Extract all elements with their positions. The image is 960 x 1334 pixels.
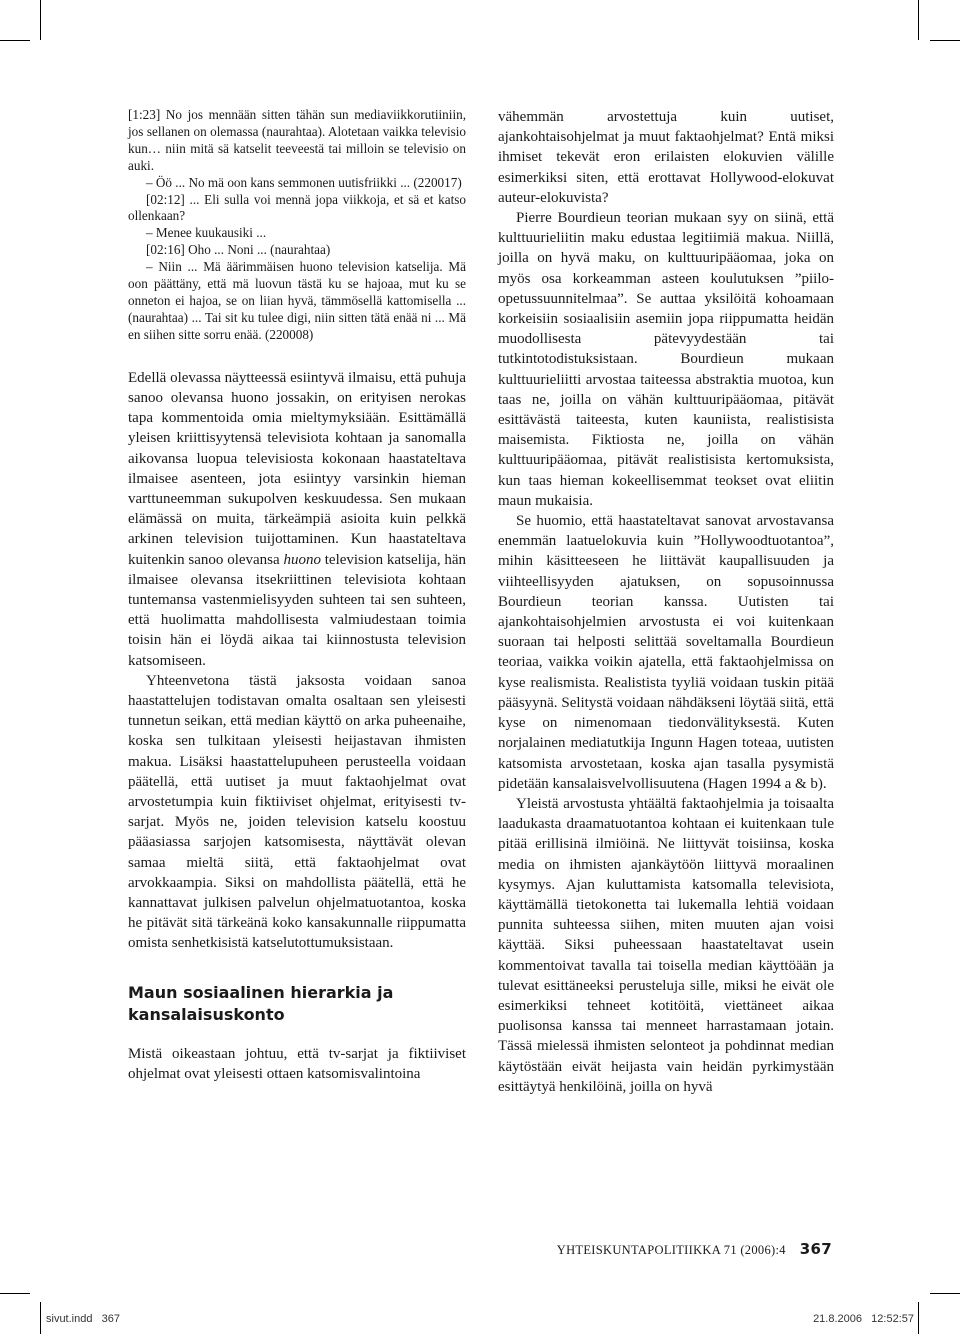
page-number: 367 <box>799 1240 832 1258</box>
running-footer <box>557 1240 832 1258</box>
section-heading: Maun sosiaalinen hierarkia ja kansalaisuskonto <box>128 982 394 1024</box>
quote-line: – Niin ... Mä äärimmäisen huono television katselija. Mä oon päättäny, että mä luovun tästä ku se hajoaa, mut ku se onneton ei hajoa, se on liian hyvä, tämmösellä kattomisella ... (naurahtaa) ... Tai sit ku tulee digi, niin sitten tätä enää ni ... Mä en siihen sitte sorru enää. (220008) <box>128 259 466 342</box>
quote-line: [02:16] Oho ... Noni ... (naurahtaa) <box>146 242 331 258</box>
body-text: television katselija, hän ilmaisee olevansa itsekriittinen televisiota kohtaan tuntemansa vastenmielisyyden suhteen tai sen suhteen, että huolimatta mahdollisesta valmiudestaan toimia toisin hän ei löydä aikaa tai kiinnostusta television katsomiseen. <box>128 551 466 669</box>
emphasis-text: huono <box>283 551 321 568</box>
body-paragraph: Se huomio, että haastateltavat sanovat arvostavansa enemmän laatuelokuvia kuin ”Hollywoodtuotantoa”, mihin käsitteeseen he liittävät kaupallisuuden ja viihteellisyyden ajatuksen, on sopusoinnussa Bourdieun teorian kanssa. Uutisten tai ajankohtaisohjelmien arvostusta ei voi kuitenkaan suoraan tai helposti selittää soveltamalla Bourdieun teoriaa, vaikka voikin ajatella, että faktaohjelmissa on kyse realismista. Realistista tyyliä voidaan tuskin pitää pääsyynä. Selitystä voidaan nähdäkseni löytää siitä, että kyse on nimenomaan tiedonvälityksestä. Kuten norjalainen mediatutkija Ingunn Hagen toteaa, uutisten katsomista arvostetaan, koska ajan tasalla pysymistä pidetään kansalaisvelvollisuutena (Hagen 1994 a & b). <box>498 513 834 792</box>
body-paragraph <box>128 368 466 671</box>
crop-mark-top-right-h <box>930 40 960 41</box>
crop-mark-bottom-left-v <box>40 1302 41 1334</box>
crop-mark-top-left-h <box>0 40 30 41</box>
body-paragraph: Mistä oikeastaan johtuu, että tv-sarjat ja fiktiiviset ohjelmat ovat yleisesti ottaen katsomisvalintoina <box>128 1045 466 1082</box>
left-column <box>128 107 466 1084</box>
crop-mark-top-right-v <box>918 0 919 40</box>
body-paragraph: Pierre Bourdieun teorian mukaan syy on siinä, että kulttuurieliitin maku edustaa legitiimiä makua. Niillä, joilla on hyvä maku, on kulttuuripääomaa, joka on myös osa korkeamman asteen koulutuksen ”piilo-opetussuunnitelmaa”. Se auttaa yksilöitä kohoamaan korkeisiin sosiaalisiin asemiin jopa riippumatta heidän muodollisesta pätevyydestään tai tutkintotodistuksistaan. Bourdieun mukaan kulttuurieliitti arvostaa taiteessa abstraktia muotoa, kun taas ne, joilla on vähän kulttuuripääomaa, pitävät esittävästä taiteesta, kuten kauniista, realistisista maisemista. Fiktiosta ne, joilla on vähän kulttuuripääomaa, pitävät realistisista kertomuksista, kun taas hieman kokeellisemmat teokset ovat eliitin maun mukaisia. <box>498 210 834 509</box>
slug-datetime: 21.8.2006 12:52:57 <box>813 1313 914 1325</box>
crop-mark-bottom-right-h <box>930 1293 960 1294</box>
quote-line: [02:12] ... Eli sulla voi mennä jopa viikkoja, et sä et katso ollenkaan? <box>128 191 466 224</box>
journal-citation: YHTEISKUNTAPOLITIIKKA 71 (2006):4 <box>556 1243 786 1257</box>
quote-line: [1:23] No jos mennään sitten tähän sun mediaviikkorutiiniin, jos sellanen on olemassa (naurahtaa). Alotetaan vaikka televisio kun… niin mitä sä katselit teeveestä tai milloin se televisio on auki. <box>128 107 466 173</box>
crop-mark-bottom-right-v <box>918 1302 919 1334</box>
body-paragraph: Yleistä arvostusta yhtäältä faktaohjelmia ja toisaalta laadukasta draamatuotantoa kohtaan ei kuitenkaan tule pitää erillisinä ilmiöinä. Ne liittyvät toisiinsa, koska media on ihmisten ajankäytöön liittyvä moraalinen kysymys. Ajan kuluttamista katsomalla televisiota, käyttämällä tietokonetta tai lukemalla lehtiä voidaan punnita suhteessa siihen, miten muuten ajan voisi käyttää. Siksi puheessaan haastateltavat usein kommentoivat tavalla tai toisella median käyttöään ja tulevat esittäneeksi perusteluja sille, miksi he eivät ole esimerkiksi tehneet kotitöitä, viettäneet aikaa puolisonsa kanssa tai menneet harrastamaan jotain. Tässä mielessä ihmisten selonteot ja pohdinnat median käytöstään eivät heijasta vain heidän pyrkimystään esittäytyä henkilöinä, joilla on hyvä <box>498 795 834 1095</box>
interview-excerpt <box>128 107 466 344</box>
crop-mark-bottom-left-h <box>0 1293 30 1294</box>
slug-file: sivut.indd 367 <box>46 1313 120 1325</box>
body-paragraph: vähemmän arvostettuja kuin uutiset, ajankohtaisohjelmat ja muut faktaohjelmat? Entä miksi ihmiset tekevät eron erilaisten elokuvien välille esimerkiksi siten, että erottavat Hollywood-elokuvat auteur-elokuvista? <box>498 109 834 206</box>
quote-line: – Öö ... No mä oon kans semmonen uutisfriikki ... (220017) <box>146 174 462 190</box>
body-text: Edellä olevassa näytteessä esiintyvä ilmaisu, että puhuja sanoo olevansa huono jossakin, on erityisen nerokas tapa kommentoida omia mieltymyksiään. Esittämällä yleisen kriittisyytensä televisiota kohtaan ja sanomalla aikovansa luopua televisiosta kokonaan haastateltava ilmaisee asenteen, jota esiintyy varsinkin hieman varttuneemman sukupolven keskuudessa. Sen mukaan elämässä on muita, tärkeämpiä asioita kuin pelkkä arkinen television tuijottaminen. Kun haastateltava kuitenkin sanoo olevansa <box>128 369 466 568</box>
right-column <box>498 107 834 1097</box>
crop-mark-top-left-v <box>40 0 41 40</box>
quote-line: – Menee kuukausiki ... <box>146 225 267 241</box>
body-paragraph: Yhteenvetona tästä jaksosta voidaan sanoa haastattelujen todistavan omalta osaltaan sen yleisesti tunnetun seikan, että median käyttö on arka puheenaihe, koska sen tulkitaan yleisesti heijastavan ihmisten makua. Lisäksi haastattelupuheen perusteella voidaan päätellä, että uutiset ja muut faktaohjelmat ovat arvostetumpia kuin fiktiiviset ohjelmat, erityisesti tv-sarjat. Myös ne, joiden television katselu koostuu pääasiassa sarjojen katsomisesta, näyttävät olevan samaa mieltä siitä, että faktaohjelmat ovat arvokkaampia. Siksi on mahdollista päätellä, että he kannattavat julkisen palvelun ohjelmatuotantoa, koska he pitävät sitä tärkeänä koko kansakunnalle riippumatta omista senhetkisistä katselutottumuksistaan. <box>128 672 466 952</box>
